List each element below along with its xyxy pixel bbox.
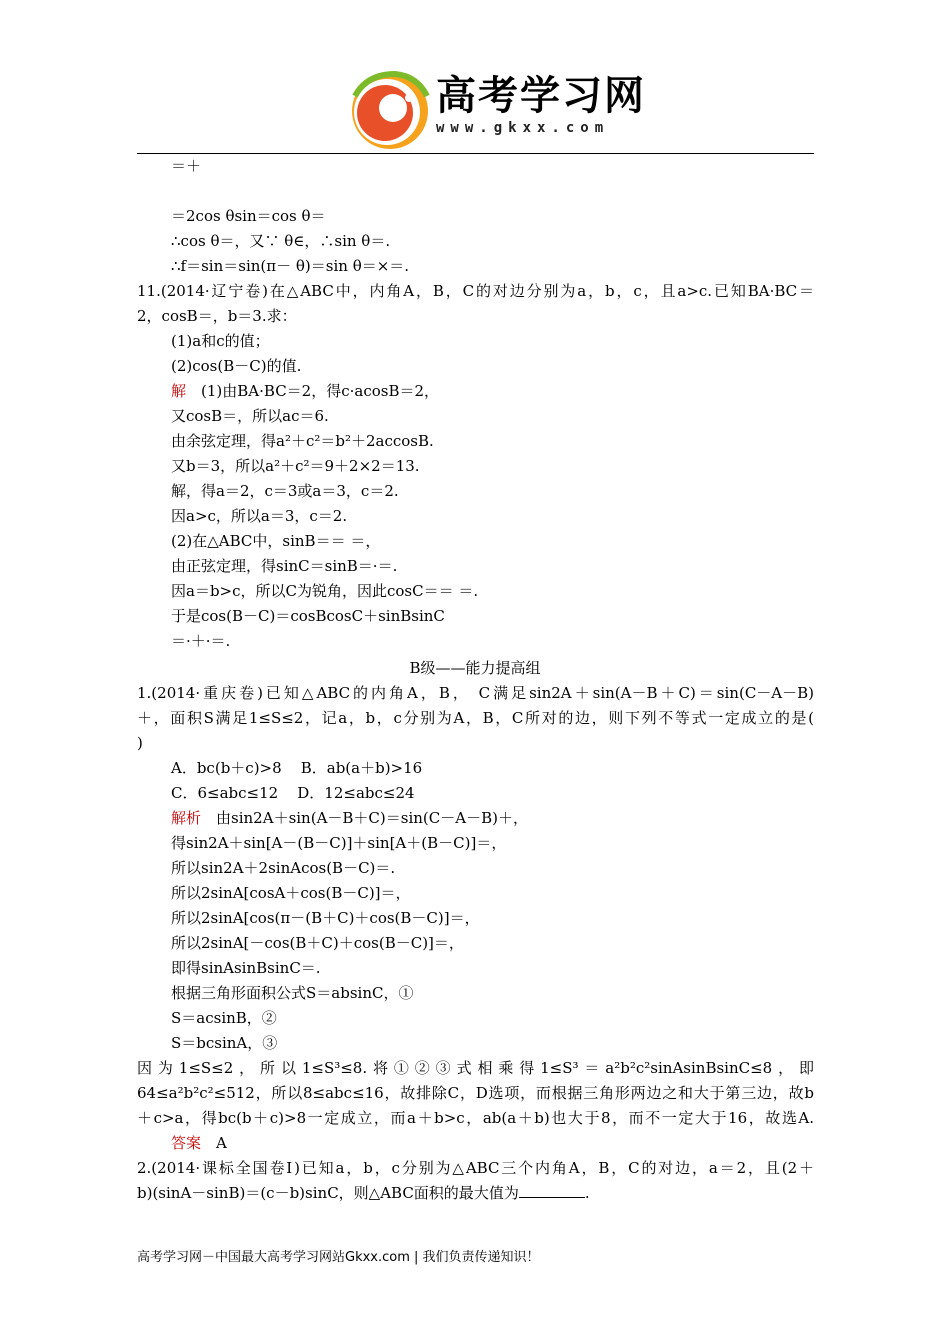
text-line: 所以2sinA[cosA＋cos(B－C)]＝，	[171, 884, 411, 902]
text-line: ＋c>a，得bc(b＋c)>8一定成立，而a＋b>c，ab(a＋b)也大于8，而不一定大于16，故选A.	[137, 1109, 814, 1127]
text-line: 根据三角形面积公式S＝absinC，①	[171, 984, 414, 1002]
text-line: (2)在△ABC中，sinB＝＝ ＝，	[171, 532, 381, 550]
text-line: 64≤a²b²c²≤512，所以8≤abc≤16，故排除C，D选项，而根据三角形两边之和大于第三边，故b	[137, 1084, 814, 1102]
text-line: 得sin2A＋sin[A－(B－C)]＋sin[A＋(B－C)]＝，	[171, 834, 507, 852]
header-divider	[137, 153, 814, 154]
text-line: 2，cosB＝，b＝3.求：	[137, 307, 297, 325]
text-line: )	[137, 734, 143, 752]
text-line: ∴f＝sin＝sin(π－ θ)＝sin θ＝×＝.	[171, 257, 410, 275]
problem-2: 2.(2014·课标全国卷Ⅰ)已知a，b，c分别为△ABC三个内角A，B，C的对边，a＝2，且(2＋	[137, 1159, 814, 1177]
text-line: S＝bcsinA，③	[171, 1034, 278, 1052]
text-line: 所以2sinA[－cos(B＋C)＋cos(B－C)]＝，	[171, 934, 464, 952]
answer-blank	[519, 1183, 585, 1198]
text-line: 所以2sinA[cos(π－(B＋C)＋cos(B－C)]＝，	[171, 909, 480, 927]
solution-label: 解	[171, 382, 187, 400]
text-line: 解，得a＝2，c＝3或a＝3，c＝2.	[171, 482, 399, 500]
text-line: 又cosB＝，所以ac＝6.	[171, 407, 329, 425]
answer-label: 答案	[171, 1134, 202, 1152]
text-line: ＋，面积S满足1≤S≤2，记a，b，c分别为A，B，C所对的边，则下列不等式一定成立的是(	[137, 709, 814, 727]
text-line: 由正弦定理，得sinC＝sinB＝·＝.	[171, 557, 398, 575]
text-line: 因a>c，所以a＝3，c＝2.	[171, 507, 348, 525]
text-line: 所以sin2A＋2sinAcos(B－C)＝.	[171, 859, 396, 877]
text-line: (1)a和c的值；	[171, 332, 270, 350]
text-line: S＝acsinB，②	[171, 1009, 277, 1027]
text-line: 即得sinAsinBsinC＝.	[171, 959, 321, 977]
text-line: ＝＋	[171, 157, 202, 175]
text-line: 于是cos(B－C)＝cosBcosC＋sinBsinC	[171, 607, 445, 625]
text-line: b)(sinA－sinB)＝(c－b)sinC，则△ABC面积的最大值为 .	[137, 1184, 590, 1202]
text-line: ＝·＋·＝.	[171, 632, 231, 650]
choices-ab: A．bc(b＋c)>8 B．ab(a＋b)>16	[171, 759, 423, 777]
text-line: (2)cos(B－C)的值.	[171, 357, 302, 375]
answer-line: 答案 A	[171, 1134, 227, 1152]
analysis-line: 解析 由sin2A＋sin(A－B＋C)＝sin(C－A－B)＋，	[171, 809, 528, 827]
text-line: 由余弦定理，得a²＋c²＝b²＋2accosB.	[171, 432, 434, 450]
page-header	[0, 0, 950, 160]
text-line: ∴cos θ＝，又∵ θ∈，∴sin θ＝.	[171, 232, 391, 250]
logo-url: www.gkxx.com	[436, 120, 610, 136]
choices-cd: C．6≤abc≤12 D．12≤abc≤24	[171, 784, 415, 802]
problem-1: 1.(2014·重庆卷)已知△ABC的内角A，B， C满足sin2A＋sin(A－B＋C)＝sin(C－A－B)	[137, 684, 814, 702]
text-line: 因a＝b>c，所以C为锐角，因此cosC＝＝ ＝.	[171, 582, 479, 600]
section-heading: B级——能力提高组	[409, 659, 541, 677]
page-footer: 高考学习网－中国最大高考学习网站Gkxx.com | 我们负责传递知识！	[137, 1250, 540, 1265]
analysis-label: 解析	[171, 809, 202, 827]
text-line: 又b＝3，所以a²＋c²＝9＋2×2＝13.	[171, 457, 420, 475]
solution-line: 解 (1)由BA·BC＝2，得c·acosB＝2，	[171, 382, 440, 400]
problem-11: 11.(2014·辽宁卷)在△ABC中，内角A，B，C的对边分别为a，b，c，且a>c.已知BA·BC＝	[137, 282, 814, 300]
logo-icon	[347, 66, 433, 152]
logo-title: 高考学习网	[436, 73, 646, 119]
text-line: 因为1≤S≤2，所以1≤S³≤8.将①②③式相乘得1≤S³＝a²b²c²sinAsinBsinC≤8，即	[137, 1059, 814, 1077]
text-line: ＝2cos θsin＝cos θ＝	[171, 207, 326, 225]
